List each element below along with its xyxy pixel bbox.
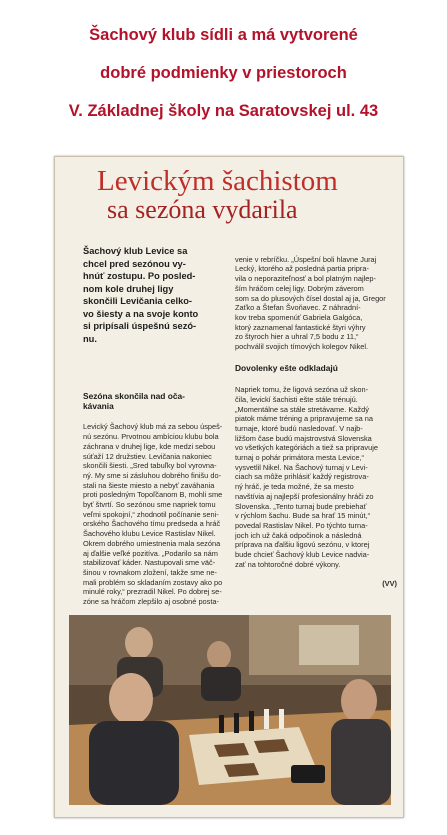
- header-line-1: Šachový klub sídli a má vytvorené: [89, 26, 358, 44]
- newspaper-clipping: [54, 156, 404, 818]
- column-right-body-a: venie v rebríčku. „Úspešní boli hlavne Juraj Lecký, ktorého až posledná partia pripra- vila o neporaziteľnosť a bol platným najlep- ším hráčom celej ligy. Dobrým záverom som sa do plusových čísel dostal aj ja, Gregor Zaťko a Štefan Švoňavec. Z náhradní- kov treba spomenúť Gabriela Galgóca, ktorý zaznamenal fantastické štyri výhry zo štyroch hier a uhral 7,5 bodu z 11,“ pochválil svojich tímových kolegov Nikel.: [235, 254, 386, 352]
- column-right-body-b: Napriek tomu, že ligová sezóna už skon- čila, levickí šachisti ešte stále trénujú. „Momentálne sa stále stretávame. Každý piatok máme tréning a pripravujeme sa na turnaje, ktoré budú nasledovať. V najb- ližšom čase budú majstrovstvá Slovenska vo všetkých kategóriách a tiež sa pripravuje turnaj o pohár primátora mesta Levice,“ vysvetlil Nikel. Na Šachový turnaj v Levi- ciach sa môže prihlásiť každý registrova- ný hráč, je teda možné, že sa mesto navštívia aj najlepší profesionálny hráči zo Slovenska. „Tento turnaj bude prebiehať v rýchlom šachu. Bude sa hrať 15 minút,“ povedal Rastislav Nikel. Po týchto turna- joch ich už čaká odpočinok a následná prípravа na ďalšiu ligovú sezónu, v ktorej bude chcieť Šachový klub Levice nadvia- zať na tohtoročné dobré výkony.: [235, 385, 378, 569]
- photo-illustration: [69, 615, 391, 805]
- article-title-line-2: sa sezóna vydarila: [107, 195, 298, 224]
- article-title-line-1: Levickým šachistom: [97, 165, 338, 197]
- column-left-body: Levický Šachový klub má za sebou úspeš- nú sezónu. Prvotnou ambíciou klubu bola záchrana v druhej lige, kde medzi sebou súťaží 12 družstiev. Levičania nakoniec skončili šiesti. „Sred tabuľky bol vyrovna- ný. My sme si zásluhou dobrého finišu do- stali na šieste miesto a nebyť zaváhania proti posledným Topoľčanom B, mohli sme byť štvrtí. So sezónou sme napriek tomu veľmi spokojní,“ zhodnotil počínanie seni- orského Šachového tímu predseda a hráč Šachového klubu Levice Rastislav Nikel. Okrem dobrého umiestnenia mala sezóna aj ďalšie veľké pozitíva. „Podarilo sa nám stabilizovať káder. Nastupovali sme väč- šinou v rovnakom zložení, takže sme ne- mali problém so skladaním zostavy ako po minulé roky,“ prezradil Nikel. Po dobrej se- zóne sa hráčom zlepšilo aj osobné posta-: [83, 422, 223, 607]
- article-lead: Šachový klub Levice sa chcel pred sezónou vy- hnúť zostupu. Po posled- nom kole druhej ligy skončili Levičania celko- vo šiesty a na svoje konto si pripísali úspešnú sezó- nu.: [83, 246, 199, 344]
- header-line-3: V. Základnej školy na Saratovskej ul. 43: [68, 102, 379, 120]
- subhead-holidays: Dovolenky ešte odkladajú: [235, 363, 338, 374]
- subhead-season: Sezóna skončila nad oča- kávania: [83, 390, 185, 411]
- article-signature: (VV): [382, 579, 397, 589]
- header-line-2: dobré podmienky v priestoroch: [100, 64, 347, 82]
- chess-players-photo: [69, 615, 391, 805]
